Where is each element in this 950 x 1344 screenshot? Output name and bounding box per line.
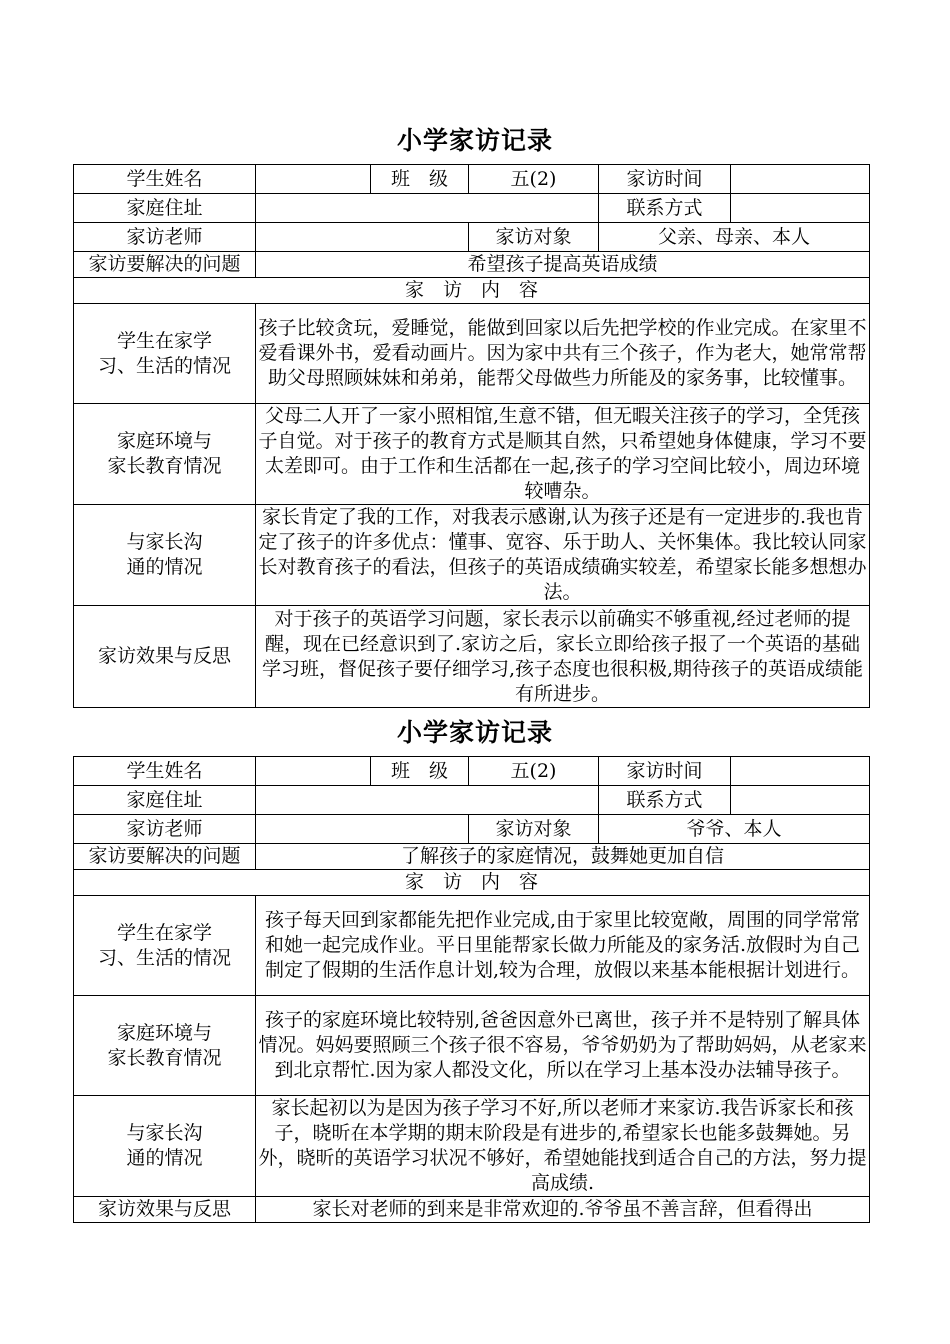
problem-label: 家访要解决的问题: [74, 252, 256, 278]
record-1-title: 小学家访记录: [396, 126, 553, 155]
family-env-label-line: 家长教育情况: [107, 1046, 222, 1069]
contact-value: [731, 786, 870, 815]
study-life-content: 孩子比较贪玩，爱睡觉，能做到回家以后先把学校的作业完成。在家里不爱看课外书，爱看动画片。因为家中共有三个孩子，作为老大，她常常帮助父母照顾妹妹和弟弟，能帮父母做些力所能及的家务事，比较懂事。: [256, 304, 870, 404]
record-2-title: 小学家访记录: [396, 718, 553, 747]
study-life-label-line: 习、生活的情况: [97, 354, 231, 377]
effect-label: 家访效果与反思: [74, 1197, 256, 1223]
study-life-content: 孩子每天回到家都能先把作业完成,由于家里比较宽敞，周围的同学常常和她一起完成作业。平日里能帮家长做力所能及的家务活.放假时为自己制定了假期的生活作息计划,较为合理，放假以来基本能根据计划进行。: [256, 896, 870, 996]
communication-content: 家长起初以为是因为孩子学习不好,所以老师才来家访.我告诉家长和孩子，晓昕在本学期的期末阶段是有进步的,希望家长也能多鼓舞她。另外，晓昕的英语学习状况不够好，希望她能找到适合自己的方法，努力提高成绩.: [256, 1096, 870, 1197]
study-life-label-line: 学生在家学: [116, 921, 212, 944]
home-address-label: 家庭住址: [74, 786, 256, 815]
communication-content: 家长肯定了我的工作，对我表示感谢,认为孩子还是有一定进步的.我也肯定了孩子的许多优点：懂事、宽容、乐于助人、关怀集体。我比较认同家长对教育孩子的看法，但孩子的英语成绩确实较差，希望家长能多想想办法。: [256, 505, 870, 606]
visit-time-value: [731, 757, 870, 786]
class-label: 班 级: [371, 757, 469, 786]
section-heading: 家 访 内 容: [74, 870, 870, 896]
visit-time-value: [731, 165, 870, 194]
contact-label: 联系方式: [599, 194, 731, 223]
communication-label-line: 与家长沟: [126, 1122, 203, 1144]
communication-label-line: 通的情况: [126, 1147, 203, 1169]
class-value: 五(2): [469, 757, 599, 786]
contact-label: 联系方式: [599, 786, 731, 815]
teacher-label: 家访老师: [74, 223, 256, 252]
visit-target-label: 家访对象: [469, 223, 599, 252]
visit-target-value: 爷爷、本人: [599, 815, 870, 844]
visit-target-value: 父亲、母亲、本人: [599, 223, 870, 252]
teacher-label: 家访老师: [74, 815, 256, 844]
family-env-label: [74, 996, 256, 1096]
family-env-content: 孩子的家庭环境比较特别,爸爸因意外已离世，孩子并不是特别了解具体情况。妈妈要照顾三个孩子很不容易，爷爷奶奶为了帮助妈妈，从老家来到北京帮忙.因为家人都没文化，所以在学习上基本没办法辅导孩子。: [256, 996, 870, 1096]
family-env-label-line: 家庭环境与: [116, 1021, 212, 1044]
communication-label-line: 通的情况: [126, 556, 203, 578]
section-heading: 家 访 内 容: [74, 278, 870, 304]
communication-label-line: 与家长沟: [126, 531, 203, 553]
effect-content: 家长对老师的到来是非常欢迎的.爷爷虽不善言辞，但看得出: [256, 1197, 870, 1223]
family-env-content: 父母二人开了一家小照相馆,生意不错，但无暇关注孩子的学习，全凭孩子自觉。对于孩子的教育方式是顺其自然，只希望她身体健康，学习不要太差即可。由于工作和生活都在一起,孩子的学习空间比较小，周边环境较嘈杂。: [256, 404, 870, 505]
family-env-label: [74, 404, 256, 505]
problem-label: 家访要解决的问题: [74, 844, 256, 870]
study-life-label-line: 习、生活的情况: [97, 946, 231, 969]
family-env-label-line: 家长教育情况: [107, 455, 222, 477]
contact-value: [731, 194, 870, 223]
study-life-label-line: 学生在家学: [116, 329, 212, 352]
communication-label: [74, 1096, 256, 1197]
problem-value: 了解孩子的家庭情况，鼓舞她更加自信: [256, 844, 870, 870]
effect-content: 对于孩子的英语学习问题，家长表示以前确实不够重视,经过老师的提醒，现在已经意识到了.家访之后，家长立即给孩子报了一个英语的基础学习班，督促孩子要仔细学习,孩子态度也很积极,期待孩子的英语成绩能有所进步。: [256, 606, 870, 708]
class-label: 班 级: [371, 165, 469, 194]
effect-label: 家访效果与反思: [74, 606, 256, 708]
communication-label: [74, 505, 256, 606]
teacher-value: [256, 815, 469, 844]
visit-time-label: 家访时间: [599, 165, 731, 194]
record-2-table: [73, 756, 870, 1223]
problem-value: 希望孩子提高英语成绩: [256, 252, 870, 278]
home-address-value: [256, 786, 599, 815]
class-value: 五(2): [469, 165, 599, 194]
student-name-value: [256, 757, 371, 786]
home-address-value: [256, 194, 599, 223]
study-life-label: [74, 896, 256, 996]
study-life-label: [74, 304, 256, 404]
home-address-label: 家庭住址: [74, 194, 256, 223]
student-name-value: [256, 165, 371, 194]
student-name-label: 学生姓名: [74, 165, 256, 194]
family-env-label-line: 家庭环境与: [116, 430, 212, 452]
visit-target-label: 家访对象: [469, 815, 599, 844]
visit-time-label: 家访时间: [599, 757, 731, 786]
student-name-label: 学生姓名: [74, 757, 256, 786]
record-1-table: [73, 164, 870, 708]
teacher-value: [256, 223, 469, 252]
